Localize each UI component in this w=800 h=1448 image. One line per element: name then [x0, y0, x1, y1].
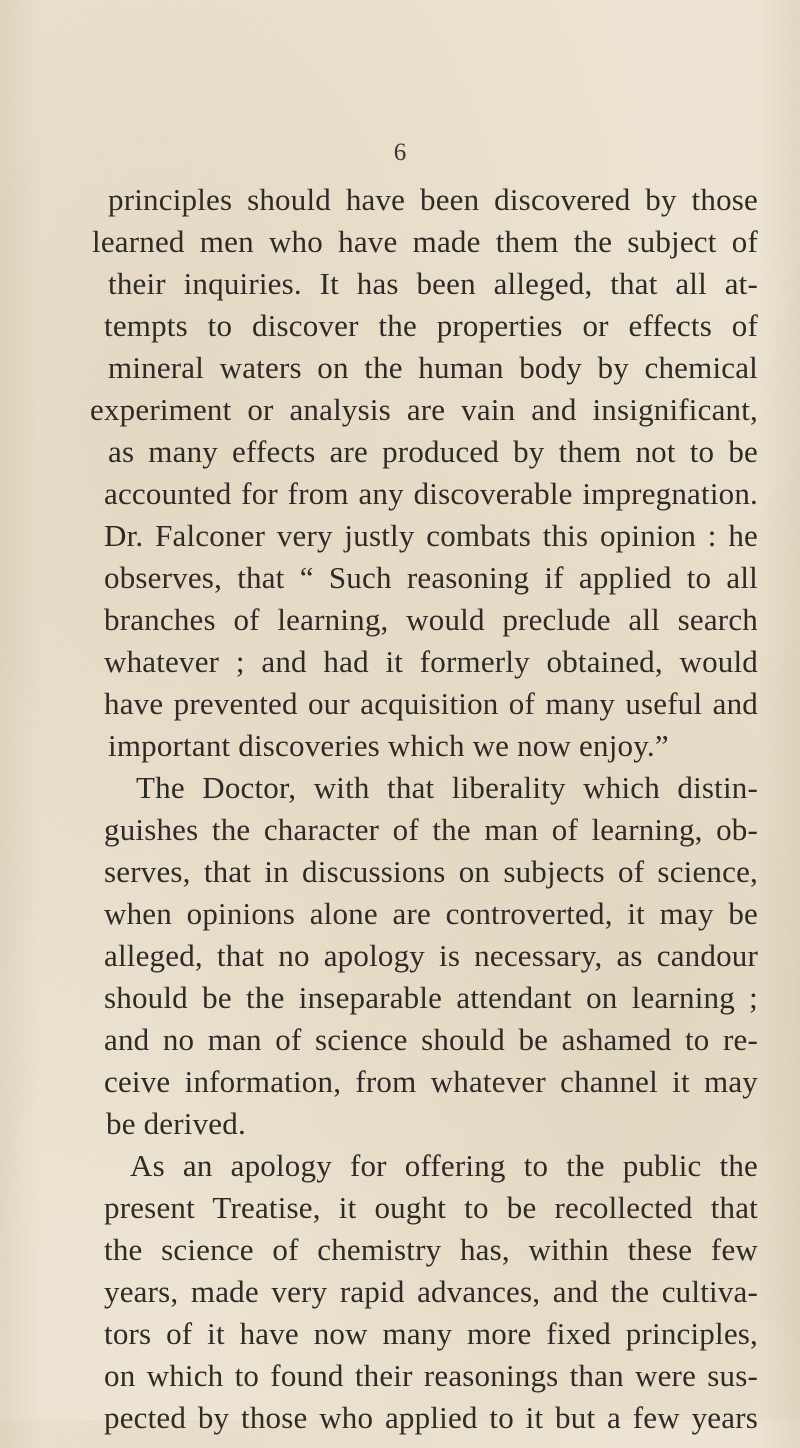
page-number: 6 — [393, 139, 407, 166]
text-line: Dr. Falconer very justly combats this opinion : he — [104, 518, 758, 553]
text-line: principles should have been discovered by those — [108, 182, 758, 217]
text-line: tors of it have now many more fixed principles, — [104, 1316, 758, 1351]
text-line: branches of learning, would preclude all search — [104, 602, 758, 637]
text-line: be derived. — [106, 1106, 246, 1141]
text-line: when opinions alone are controverted, it may be — [104, 896, 758, 931]
text-line: and no man of science should be ashamed to re- — [104, 1022, 758, 1057]
text-line: their inquiries. It has been alleged, that all at- — [108, 266, 758, 301]
text-line: have prevented our acquisition of many useful and — [104, 686, 758, 721]
text-line: should be the inseparable attendant on learning ; — [104, 980, 758, 1015]
text-line: whatever ; and had it formerly obtained, would — [104, 644, 758, 679]
text-line: ceive information, from whatever channel it may — [104, 1064, 758, 1099]
text-line: alleged, that no apology is necessary, as candour — [104, 938, 758, 973]
text-line: The Doctor, with that liberality which distin- — [136, 770, 758, 805]
text-line: tempts to discover the properties or effects of — [104, 308, 758, 343]
text-line: years, made very rapid advances, and the cultiva- — [104, 1274, 758, 1309]
text-line: mineral waters on the human body by chemical — [108, 350, 758, 385]
text-line: on which to found their reasonings than were sus- — [104, 1358, 758, 1393]
text-line: the science of chemistry has, within these few — [104, 1232, 758, 1267]
text-line: present Treatise, it ought to be recollected that — [104, 1190, 758, 1225]
text-line: accounted for from any discoverable impregnation. — [104, 476, 758, 511]
text-line: important discoveries which we now enjoy.” — [108, 728, 669, 763]
text-line: pected by those who applied to it but a few years — [104, 1400, 758, 1435]
text-line: As an apology for offering to the public the — [130, 1148, 758, 1183]
text-line: serves, that in discussions on subjects of science, — [104, 854, 758, 889]
text-line: as many effects are produced by them not to be — [108, 434, 758, 469]
text-line: experiment or analysis are vain and insignificant, — [90, 392, 758, 427]
text-line: guishes the character of the man of learning, ob- — [104, 812, 758, 847]
text-line: learned men who have made them the subject of — [92, 224, 758, 259]
text-line: observes, that “ Such reasoning if applied to all — [104, 560, 758, 595]
